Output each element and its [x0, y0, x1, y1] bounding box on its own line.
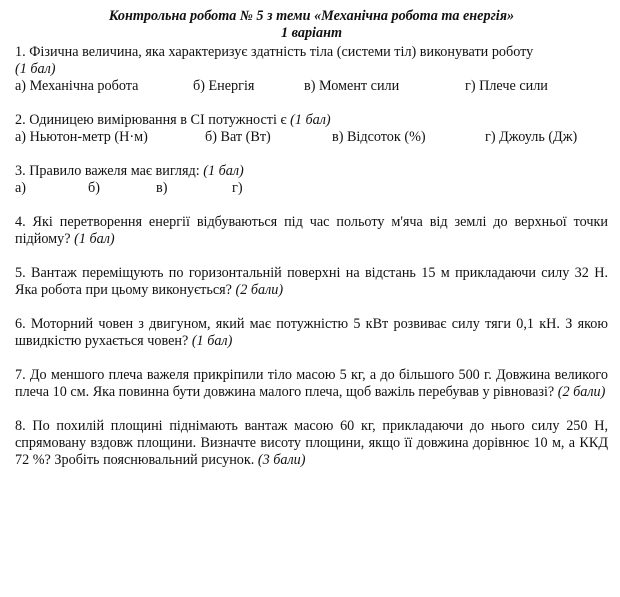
- question-text: 7. До меншого плеча важеля прикріпили тіло масою 5 кг, а до більшого 500 г. Довжина великого плеча 10 см. Яка повинна бути довжина малого плеча, щоб важіль перебував у рівновазі?: [15, 367, 608, 400]
- question-text: 2. Одиницею вимірювання в СІ потужності є: [15, 112, 287, 128]
- question-6: [15, 316, 608, 350]
- question-points: (1 бал): [74, 231, 115, 247]
- option-a: а): [15, 180, 27, 196]
- option-b: б) Ват (Вт): [205, 129, 271, 145]
- question-points: (3 бали): [257, 452, 306, 468]
- option-a: а) Механічна робота: [15, 78, 139, 94]
- option-d: г): [232, 180, 243, 196]
- question-text: 8. По похилій площині піднімають вантаж масою 60 кг, прикладаючи до нього силу 250 Н, спрямовану вздовж площини. Визначте висоту площини, якщо її довжина дорівнює 10 м, а ККД 72 %? Зробіть пояснювальний рисунок.: [15, 418, 608, 468]
- option-a: а) Ньютон-метр (Н·м): [15, 129, 148, 145]
- option-d: г) Джоуль (Дж): [485, 129, 578, 145]
- question-text: 1. Фізична величина, яка характеризує здатність тіла (системи тіл) виконувати роботу: [15, 44, 534, 60]
- question-1: [15, 44, 608, 95]
- answer-options: [15, 129, 608, 146]
- question-points: (2 бали): [557, 384, 606, 400]
- question-8: [15, 418, 608, 469]
- option-b: б) Енергія: [193, 78, 255, 94]
- option-d: г) Плече сили: [465, 78, 548, 94]
- variant-label: 1 варіант: [280, 25, 343, 41]
- question-points: (1 бал): [15, 61, 56, 77]
- question-points: (1 бал): [191, 333, 233, 349]
- question-points: (2 бали): [235, 282, 284, 298]
- answer-options: [15, 78, 608, 95]
- question-text: 5. Вантаж переміщують по горизонтальній поверхні на відстань 15 м прикладаючи силу 32 Н. Яка робота при цьому виконується?: [15, 265, 608, 298]
- question-points: (1 бал): [203, 163, 244, 179]
- document-title: Контрольна робота № 5 з теми «Механічна робота та енергія»: [108, 8, 515, 24]
- question-text: 3. Правило важеля має вигляд:: [15, 163, 200, 179]
- question-text: 6. Моторний човен з двигуном, який має потужністю 5 кВт розвиває силу тяги 0,1 кН. З якою швидкістю рухається човен?: [15, 316, 608, 349]
- question-5: [15, 265, 608, 299]
- question-text: 4. Які перетворення енергії відбуваються під час польоту м'яча від землі до верхньої точки підйому?: [15, 214, 608, 247]
- question-points: (1 бал): [290, 112, 331, 128]
- option-c: в) Відсоток (%): [332, 129, 426, 145]
- answer-options: [15, 180, 608, 197]
- question-2: [15, 112, 608, 146]
- option-b: б): [88, 180, 100, 196]
- option-c: в) Момент сили: [304, 78, 400, 94]
- question-4: [15, 214, 608, 248]
- question-7: [15, 367, 608, 401]
- question-3: [15, 163, 608, 197]
- option-c: в): [156, 180, 168, 196]
